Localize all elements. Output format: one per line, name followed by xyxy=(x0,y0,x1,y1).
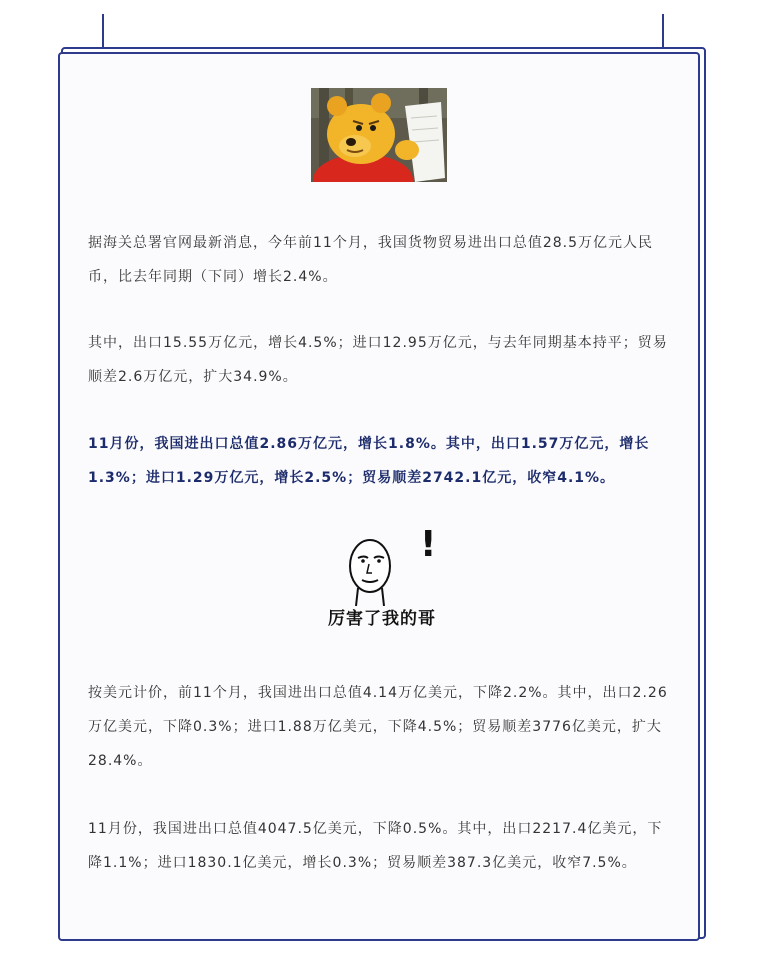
article-card xyxy=(58,52,700,941)
meme-image xyxy=(322,526,442,636)
pooh-reading-image xyxy=(311,88,447,182)
paragraph-2: 其中，出口15.55万亿元，增长4.5%；进口12.95万亿元，与去年同期基本持平；贸易顺差2.6万亿元，扩大34.9%。 xyxy=(88,335,668,385)
paragraph-5: 11月份，我国进出口总值4047.5亿美元，下降0.5%。其中，出口2217.4亿美元，下降1.1%；进口1830.1亿美元，增长0.3%；贸易顺差387.3亿美元，收窄7.5%。 xyxy=(88,821,663,871)
article-content xyxy=(60,54,698,939)
paragraph-4: 按美元计价，前11个月，我国进出口总值4.14万亿美元，下降2.2%。其中，出口2.26万亿美元，下降0.3%；进口1.88万亿美元，下降4.5%；贸易顺差3776亿美元，扩大28.4%。 xyxy=(88,685,668,769)
meme-caption: 厉害了我的哥 xyxy=(328,609,436,629)
meme-exclamation: ! xyxy=(420,524,437,565)
paragraph-3-highlight: 11月份，我国进出口总值2.86万亿元，增长1.8%。其中，出口1.57万亿元，增长1.3%；进口1.29万亿元，增长2.5%；贸易顺差2742.1亿元，收窄4.1%。 xyxy=(88,436,650,486)
paragraph-1: 据海关总署官网最新消息，今年前11个月，我国货物贸易进出口总值28.5万亿元人民币，比去年同期（下同）增长2.4%。 xyxy=(88,235,653,285)
